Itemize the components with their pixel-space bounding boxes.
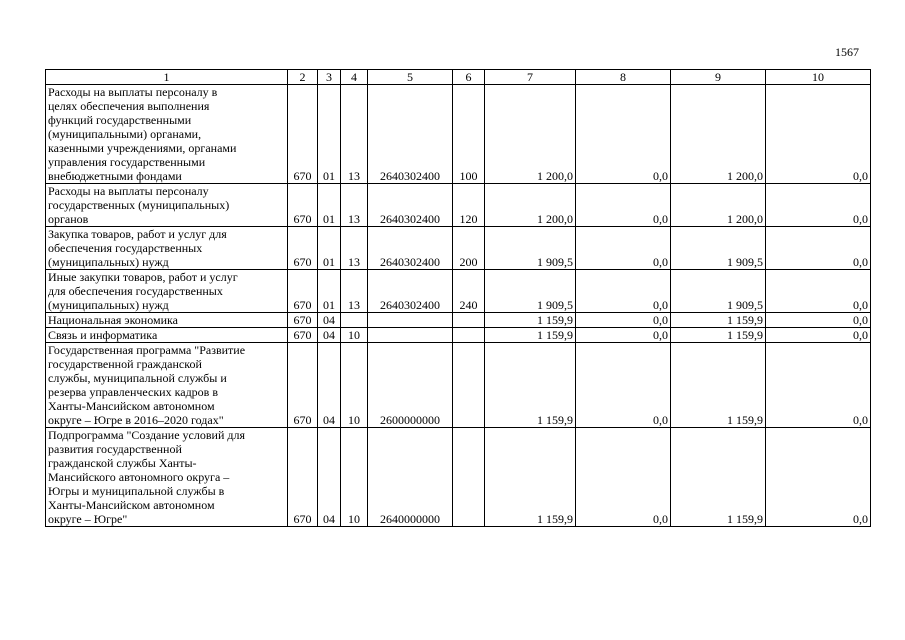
subsection-code: 13	[341, 85, 368, 184]
amount-col-10: 0,0	[766, 328, 871, 343]
column-header: 1	[46, 70, 288, 85]
row-description: Подпрограмма "Создание условий для развития государственной гражданской службы Ханты- Мансийского автономного округа – Югры и муниципальной службы в Ханты-Мансийском автономном округе – Югре"	[46, 428, 288, 527]
amount-col-8: 0,0	[576, 227, 671, 270]
amount-col-7: 1 200,0	[485, 184, 576, 227]
section-code: 01	[318, 184, 341, 227]
amount-col-7: 1 159,9	[485, 343, 576, 428]
amount-col-8: 0,0	[576, 184, 671, 227]
expense-type-code	[453, 313, 485, 328]
expense-type-code: 240	[453, 270, 485, 313]
table-row	[46, 227, 871, 270]
target-article-code: 2640302400	[368, 85, 453, 184]
amount-col-7: 1 200,0	[485, 85, 576, 184]
admin-code: 670	[288, 428, 318, 527]
amount-col-9: 1 159,9	[671, 328, 766, 343]
target-article-code: 2640302400	[368, 227, 453, 270]
section-code: 04	[318, 328, 341, 343]
section-code: 04	[318, 343, 341, 428]
amount-col-8: 0,0	[576, 328, 671, 343]
subsection-code: 10	[341, 328, 368, 343]
expense-type-code: 120	[453, 184, 485, 227]
column-header: 2	[288, 70, 318, 85]
target-article-code	[368, 328, 453, 343]
admin-code: 670	[288, 343, 318, 428]
section-code: 01	[318, 270, 341, 313]
admin-code: 670	[288, 328, 318, 343]
amount-col-10: 0,0	[766, 313, 871, 328]
expense-type-code	[453, 328, 485, 343]
target-article-code: 2640000000	[368, 428, 453, 527]
row-description: Расходы на выплаты персоналу в целях обеспечения выполнения функций государственными (муниципальными) органами, казенными учреждениями, органами управления государственными внебюджетными фондами	[46, 85, 288, 184]
table-row	[46, 270, 871, 313]
column-header: 10	[766, 70, 871, 85]
section-code: 01	[318, 85, 341, 184]
admin-code: 670	[288, 270, 318, 313]
amount-col-9: 1 200,0	[671, 184, 766, 227]
table-row	[46, 184, 871, 227]
section-code: 01	[318, 227, 341, 270]
amount-col-8: 0,0	[576, 313, 671, 328]
column-header: 8	[576, 70, 671, 85]
target-article-code: 2640302400	[368, 270, 453, 313]
table-row	[46, 428, 871, 527]
amount-col-10: 0,0	[766, 428, 871, 527]
amount-col-9: 1 159,9	[671, 428, 766, 527]
expense-type-code: 100	[453, 85, 485, 184]
admin-code: 670	[288, 184, 318, 227]
amount-col-9: 1 909,5	[671, 270, 766, 313]
subsection-code: 10	[341, 428, 368, 527]
table-row	[46, 343, 871, 428]
amount-col-8: 0,0	[576, 343, 671, 428]
target-article-code: 2640302400	[368, 184, 453, 227]
subsection-code	[341, 313, 368, 328]
column-header: 7	[485, 70, 576, 85]
amount-col-7: 1 159,9	[485, 313, 576, 328]
amount-col-10: 0,0	[766, 343, 871, 428]
expense-type-code	[453, 343, 485, 428]
table-row	[46, 85, 871, 184]
row-description: Иные закупки товаров, работ и услуг для обеспечения государственных (муниципальных) нужд	[46, 270, 288, 313]
amount-col-10: 0,0	[766, 85, 871, 184]
column-header: 9	[671, 70, 766, 85]
section-code: 04	[318, 313, 341, 328]
row-description: Государственная программа "Развитие государственной гражданской службы, муниципальной службы и резерва управленческих кадров в Ханты-Мансийском автономном округе – Югре в 2016–2020 годах"	[46, 343, 288, 428]
row-description: Связь и информатика	[46, 328, 288, 343]
table-row	[46, 328, 871, 343]
admin-code: 670	[288, 313, 318, 328]
column-header: 3	[318, 70, 341, 85]
section-code: 04	[318, 428, 341, 527]
amount-col-9: 1 159,9	[671, 313, 766, 328]
subsection-code: 10	[341, 343, 368, 428]
row-description: Расходы на выплаты персоналу государственных (муниципальных) органов	[46, 184, 288, 227]
expense-type-code	[453, 428, 485, 527]
amount-col-10: 0,0	[766, 270, 871, 313]
amount-col-10: 0,0	[766, 184, 871, 227]
amount-col-9: 1 159,9	[671, 343, 766, 428]
amount-col-8: 0,0	[576, 85, 671, 184]
target-article-code	[368, 313, 453, 328]
amount-col-7: 1 909,5	[485, 227, 576, 270]
amount-col-7: 1 159,9	[485, 428, 576, 527]
column-header: 5	[368, 70, 453, 85]
admin-code: 670	[288, 85, 318, 184]
subsection-code: 13	[341, 270, 368, 313]
amount-col-9: 1 200,0	[671, 85, 766, 184]
target-article-code: 2600000000	[368, 343, 453, 428]
page-number: 1567	[835, 45, 859, 59]
row-description: Закупка товаров, работ и услуг для обеспечения государственных (муниципальных) нужд	[46, 227, 288, 270]
amount-col-8: 0,0	[576, 270, 671, 313]
column-header: 6	[453, 70, 485, 85]
admin-code: 670	[288, 227, 318, 270]
amount-col-10: 0,0	[766, 227, 871, 270]
subsection-code: 13	[341, 184, 368, 227]
table-body	[46, 85, 871, 527]
amount-col-8: 0,0	[576, 428, 671, 527]
budget-table	[45, 69, 871, 527]
row-description: Национальная экономика	[46, 313, 288, 328]
subsection-code: 13	[341, 227, 368, 270]
amount-col-7: 1 159,9	[485, 328, 576, 343]
amount-col-9: 1 909,5	[671, 227, 766, 270]
header-row	[46, 70, 871, 85]
expense-type-code: 200	[453, 227, 485, 270]
table-row	[46, 313, 871, 328]
amount-col-7: 1 909,5	[485, 270, 576, 313]
column-header: 4	[341, 70, 368, 85]
